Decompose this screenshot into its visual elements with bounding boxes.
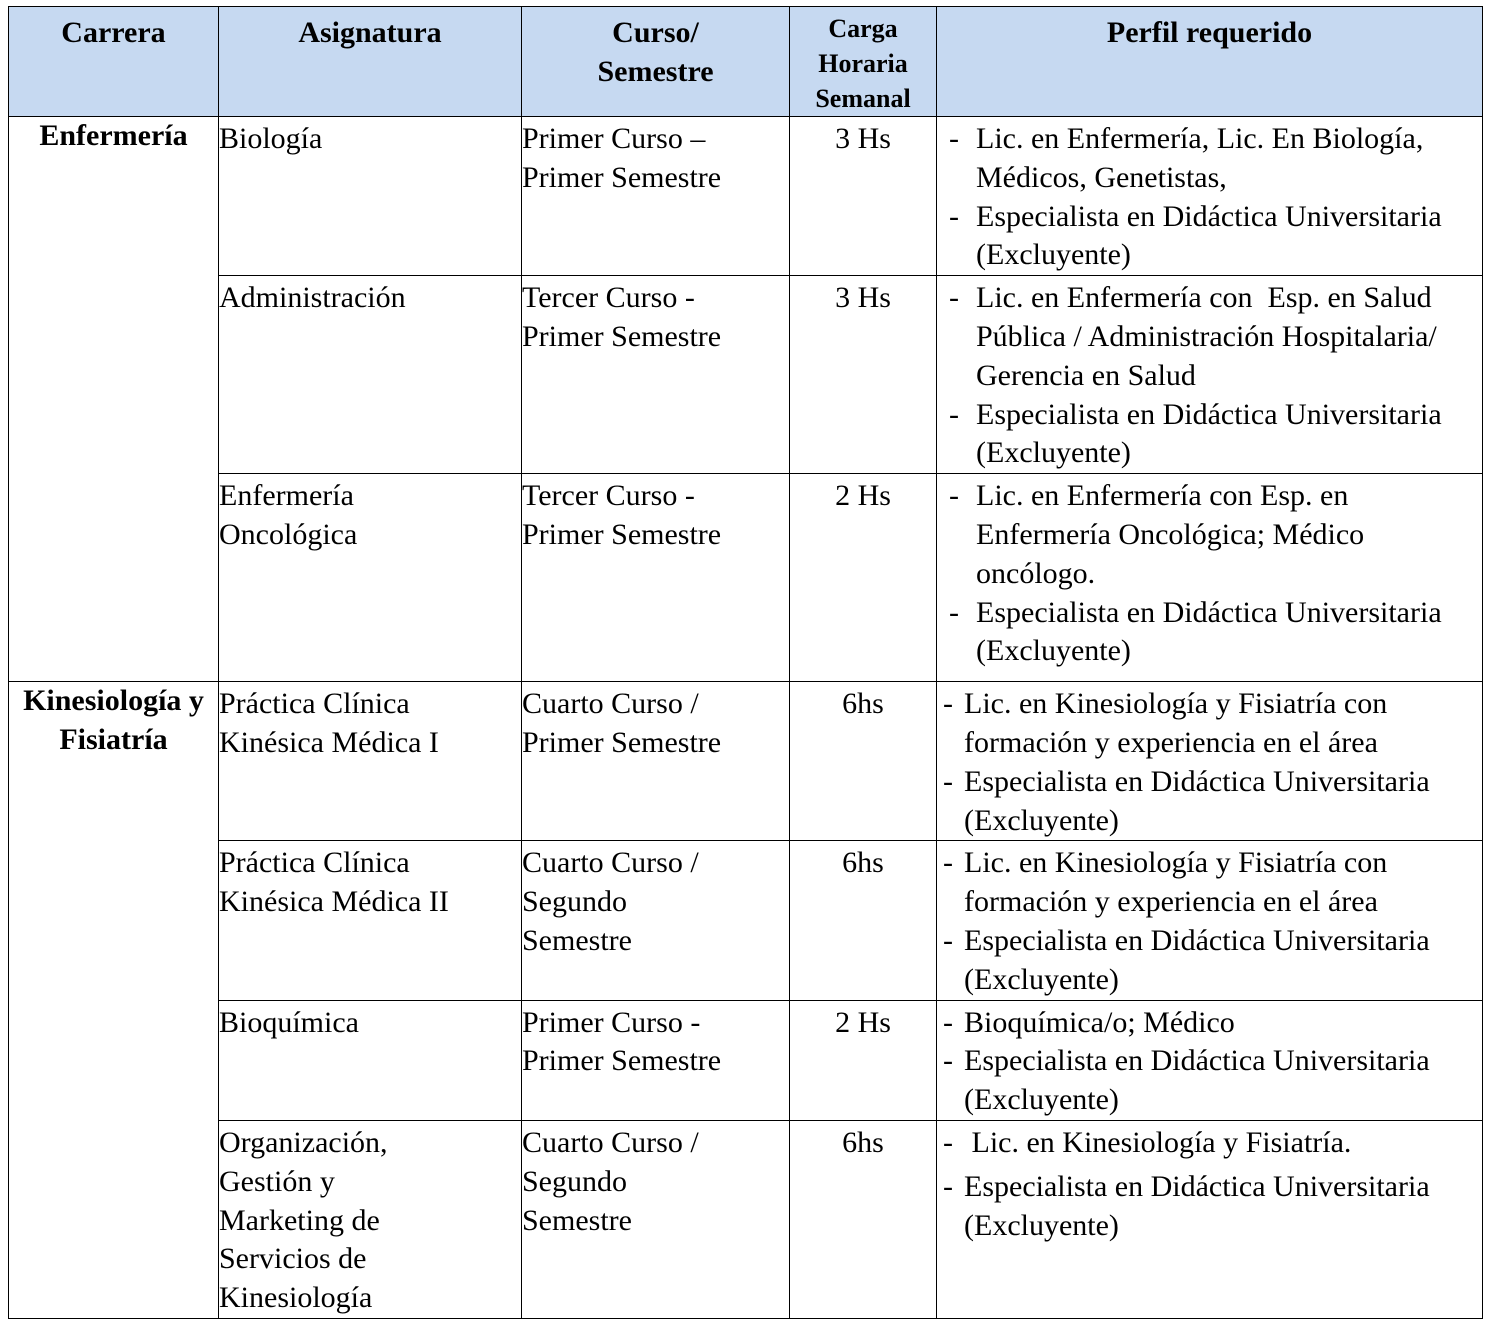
hours-cell xyxy=(790,1000,937,1120)
hours-value: 3 Hs xyxy=(835,122,891,155)
profile-text: Especialista en Didáctica Universitaria (Excluyente) xyxy=(976,595,1450,668)
bullet-dash: - xyxy=(943,1005,953,1039)
bullet-dash: - xyxy=(949,122,959,155)
table-row xyxy=(9,841,1483,1000)
subject-line: Servicios de xyxy=(219,1242,367,1276)
header-perfil xyxy=(937,7,1483,117)
profile-text: Lic. en Kinesiología y Fisiatría con formación y experiencia en el área xyxy=(964,687,1395,759)
course-line: Primer Semestre xyxy=(522,160,722,194)
course-line: Cuarto Curso / xyxy=(522,846,699,880)
course-line: Primer Curso - xyxy=(522,1005,701,1039)
course-line: Primer Semestre xyxy=(522,725,722,759)
hours-value: 6hs xyxy=(842,846,884,880)
subject-line: Práctica Clínica xyxy=(219,687,410,721)
header-asignatura xyxy=(219,7,522,117)
header-carga-line: Semanal xyxy=(815,84,911,113)
course-cell xyxy=(522,276,790,474)
bullet-dash: - xyxy=(943,923,953,957)
profile-text: Especialista en Didáctica Universitaria (Excluyente) xyxy=(976,199,1450,272)
course-line: Primer Semestre xyxy=(522,319,722,353)
bullet-dash: - xyxy=(943,1044,953,1078)
header-carrera xyxy=(9,7,219,117)
course-cell xyxy=(522,474,790,682)
subject-line: Enfermería xyxy=(219,479,354,513)
subject-line: Kinésica Médica II xyxy=(219,885,449,919)
subject-cell xyxy=(219,117,522,276)
course-line: Primer Curso – xyxy=(522,122,706,155)
course-cell xyxy=(522,117,790,276)
course-line: Tercer Curso - xyxy=(522,479,695,513)
profile-item xyxy=(943,1042,1474,1120)
subject-cell xyxy=(219,682,522,841)
subject-line: Kinésica Médica I xyxy=(219,725,439,759)
header-row xyxy=(9,7,1483,117)
hours-cell xyxy=(790,841,937,1000)
profile-item xyxy=(949,198,1474,276)
profile-text: Especialista en Didáctica Universitaria (Excluyente) xyxy=(964,1169,1438,1242)
course-line: Segundo xyxy=(522,1164,627,1198)
bullet-dash: - xyxy=(949,595,959,629)
table-row xyxy=(9,474,1483,682)
header-carga-line: Horaria xyxy=(818,49,908,78)
header-carga-line: Carga xyxy=(828,14,898,43)
subject-line: Práctica Clínica xyxy=(219,846,410,880)
hours-value: 2 Hs xyxy=(835,479,891,513)
profile-cell xyxy=(937,276,1483,474)
header-curso xyxy=(522,7,790,117)
profile-text: Especialista en Didáctica Universitaria (Excluyente) xyxy=(964,764,1438,837)
course-line: Cuarto Curso / xyxy=(522,687,699,721)
subject-cell xyxy=(219,276,522,474)
career-cell: Enfermería xyxy=(9,117,219,682)
profile-item xyxy=(949,477,1474,593)
hours-cell xyxy=(790,276,937,474)
subject-line: Administración xyxy=(219,281,406,315)
profile-item xyxy=(943,1124,1474,1163)
course-line: Cuarto Curso / xyxy=(522,1125,699,1159)
bullet-dash: - xyxy=(949,199,959,233)
profile-text: Especialista en Didáctica Universitaria (Excluyente) xyxy=(964,923,1438,996)
profile-item xyxy=(949,594,1474,672)
profile-item xyxy=(943,922,1474,1000)
subject-cell xyxy=(219,1000,522,1120)
table-row xyxy=(9,276,1483,474)
table-row xyxy=(9,117,1483,276)
subject-cell xyxy=(219,841,522,1000)
profile-text: Lic. en Enfermería, Lic. En Biología, Médicos, Genetistas, xyxy=(976,122,1431,194)
course-line: Semestre xyxy=(522,923,632,957)
course-cell xyxy=(522,682,790,841)
course-line: Primer Semestre xyxy=(522,517,722,551)
course-cell xyxy=(522,841,790,1000)
profile-item xyxy=(943,844,1474,922)
subject-line: Bioquímica xyxy=(219,1005,359,1039)
course-line: Tercer Curso - xyxy=(522,281,695,315)
course-line: Primer Semestre xyxy=(522,1044,722,1078)
profile-cell xyxy=(937,841,1483,1000)
profile-item xyxy=(943,1168,1474,1246)
hours-cell xyxy=(790,682,937,841)
course-cell xyxy=(522,1120,790,1318)
subject-line: Gestión y xyxy=(219,1164,335,1198)
profile-cell xyxy=(937,682,1483,841)
subject-line: Biología xyxy=(219,122,323,155)
bullet-dash: - xyxy=(943,687,953,721)
hours-value: 2 Hs xyxy=(835,1005,891,1039)
profile-item xyxy=(949,120,1474,198)
header-perfil-label: Perfil requerido xyxy=(1106,16,1313,49)
profile-cell xyxy=(937,474,1483,682)
profile-text: Especialista en Didáctica Universitaria (Excluyente) xyxy=(976,397,1450,470)
subject-cell xyxy=(219,474,522,682)
table-row xyxy=(9,1000,1483,1120)
bullet-dash: - xyxy=(943,1169,953,1203)
profile-item xyxy=(949,279,1474,395)
profile-cell xyxy=(937,1000,1483,1120)
profile-item xyxy=(943,763,1474,841)
hours-cell xyxy=(790,117,937,276)
table-row xyxy=(9,1120,1483,1318)
bullet-dash: - xyxy=(943,1125,953,1159)
profile-text: Lic. en Enfermería con Esp. en Salud Pública / Administración Hospitalaria/ Gerencia en Salud xyxy=(976,281,1445,392)
subject-line: Oncológica xyxy=(219,517,358,551)
subject-line: Marketing de xyxy=(219,1203,380,1237)
subject-line: Organización, xyxy=(219,1125,388,1159)
bullet-dash: - xyxy=(949,281,959,315)
course-cell xyxy=(522,1000,790,1120)
profile-text: Especialista en Didáctica Universitaria (Excluyente) xyxy=(964,1044,1438,1117)
bullet-dash: - xyxy=(943,846,953,880)
bullet-dash: - xyxy=(949,479,959,513)
career-cell: Kinesiología y Fisiatría xyxy=(9,682,219,1319)
profile-text: Lic. en Kinesiología y Fisiatría con formación y experiencia en el área xyxy=(964,846,1395,919)
course-line: Semestre xyxy=(522,1203,632,1237)
header-curso-line: Curso/ xyxy=(612,16,699,49)
subject-cell xyxy=(219,1120,522,1318)
profile-item xyxy=(943,685,1474,763)
profile-text: Lic. en Kinesiología y Fisiatría. xyxy=(964,1125,1352,1159)
bullet-dash: - xyxy=(949,397,959,431)
course-line: Segundo xyxy=(522,885,627,919)
profile-item xyxy=(943,1004,1474,1043)
profile-text: Lic. en Enfermería con Esp. en Enfermería Oncológica; Médico oncólogo. xyxy=(976,479,1372,590)
header-carga xyxy=(790,7,937,117)
hours-cell xyxy=(790,474,937,682)
profile-cell xyxy=(937,1120,1483,1318)
header-carrera-label: Carrera xyxy=(61,16,166,49)
table-row xyxy=(9,682,1483,841)
requirements-table xyxy=(8,6,1483,1319)
profile-item xyxy=(949,396,1474,474)
hours-cell xyxy=(790,1120,937,1318)
hours-value: 6hs xyxy=(842,687,884,721)
profile-text: Bioquímica/o; Médico xyxy=(964,1005,1235,1039)
header-asignatura-label: Asignatura xyxy=(298,16,442,49)
bullet-dash: - xyxy=(943,764,953,798)
header-curso-line: Semestre xyxy=(597,55,714,88)
hours-value: 6hs xyxy=(842,1125,884,1159)
profile-cell xyxy=(937,117,1483,276)
hours-value: 3 Hs xyxy=(835,281,891,315)
subject-line: Kinesiología xyxy=(219,1281,373,1315)
table-body xyxy=(9,117,1483,1319)
